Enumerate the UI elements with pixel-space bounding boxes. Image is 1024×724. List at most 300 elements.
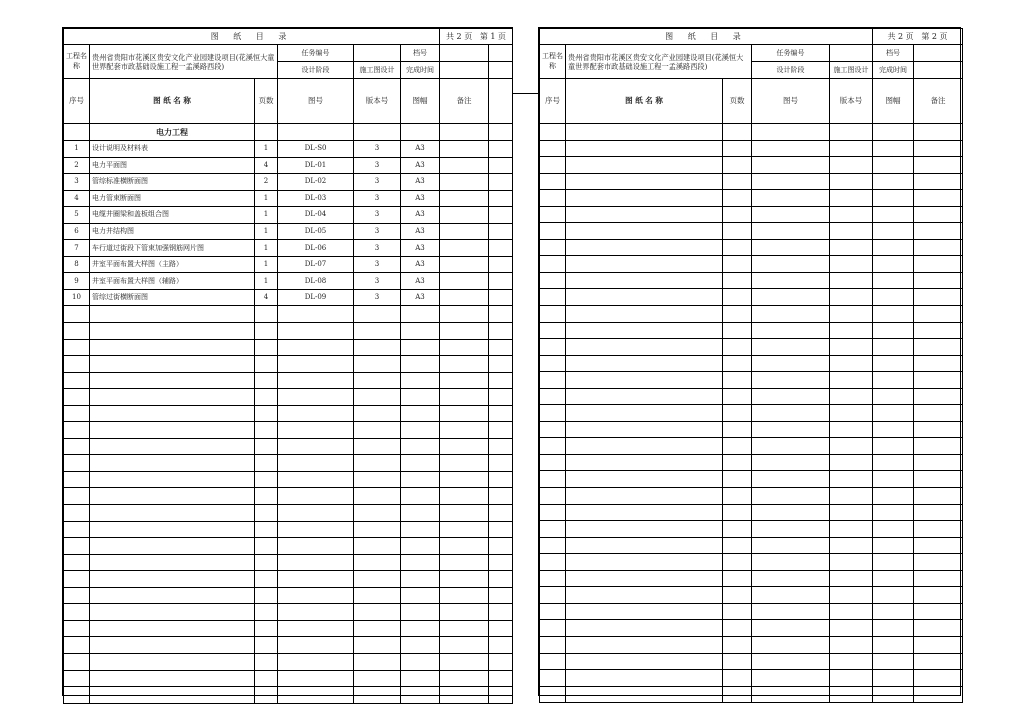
- blank-cell: [830, 620, 873, 637]
- empty-row: [540, 223, 963, 240]
- cell-drawing-no: DL-08: [278, 273, 354, 290]
- task-no-label: 任务编号: [752, 45, 830, 62]
- blank-cell: [255, 505, 278, 522]
- blank-cell: [354, 554, 401, 571]
- task-no-label: 任务编号: [278, 45, 354, 62]
- blank-cell: [90, 653, 255, 670]
- blank-cell: [873, 670, 914, 687]
- cell-name: 电力管束断面图: [90, 190, 255, 207]
- blank-cell: [401, 389, 440, 406]
- blank-cell: [723, 670, 752, 687]
- blank-cell: [830, 521, 873, 538]
- blank-cell: [873, 603, 914, 620]
- blank-cell: [752, 537, 830, 554]
- blank-cell: [873, 239, 914, 256]
- empty-row: [540, 653, 963, 670]
- sheet-gap: [513, 27, 538, 696]
- blank-cell: [873, 587, 914, 604]
- blank-cell: [64, 670, 90, 687]
- header-drawing-no: 图号: [752, 79, 830, 124]
- blank-cell: [752, 272, 830, 289]
- header-drawing-no: 图号: [278, 79, 354, 124]
- blank-cell: [830, 636, 873, 653]
- blank-cell: [90, 538, 255, 555]
- blank-cell: [540, 636, 566, 653]
- blank-cell: [752, 471, 830, 488]
- blank-cell: [278, 505, 354, 522]
- blank-cell: [873, 190, 914, 207]
- cell-size: A3: [401, 190, 440, 207]
- blank-cell: [440, 455, 489, 472]
- blank-cell: [401, 356, 440, 373]
- table-row: [64, 190, 513, 207]
- blank-cell: [540, 124, 566, 141]
- blank-cell: [914, 686, 963, 703]
- blank-cell: [440, 124, 489, 141]
- empty-row: [64, 521, 513, 538]
- blank-cell: [566, 438, 723, 455]
- blank-cell: [90, 505, 255, 522]
- header-remarks: 备注: [914, 79, 963, 124]
- blank-cell: [440, 538, 489, 555]
- blank-cell: [440, 571, 489, 588]
- header-version: 版本号: [830, 79, 873, 124]
- blank-cell: [489, 289, 513, 306]
- header-remarks: 备注: [440, 79, 489, 124]
- blank-cell: [540, 190, 566, 207]
- blank-cell: [440, 587, 489, 604]
- cell-name: 井室平面布置大样图（辅路）: [90, 273, 255, 290]
- title-row: [64, 29, 513, 45]
- blank-cell: [90, 554, 255, 571]
- blank-cell: [401, 554, 440, 571]
- blank-cell: [489, 372, 513, 389]
- blank-cell: [540, 670, 566, 687]
- blank-cell: [255, 339, 278, 356]
- blank-cell: [489, 124, 513, 141]
- blank-cell: [752, 587, 830, 604]
- blank-cell: [723, 488, 752, 505]
- blank-cell: [566, 190, 723, 207]
- blank-cell: [914, 537, 963, 554]
- blank-cell: [64, 687, 90, 704]
- page-count: [440, 29, 513, 45]
- blank-cell: [354, 306, 401, 323]
- blank-cell: [255, 471, 278, 488]
- section-row: [64, 124, 513, 141]
- info-row-1: [64, 45, 513, 62]
- empty-row: [540, 190, 963, 207]
- blank-cell: [566, 603, 723, 620]
- blank-cell: [540, 686, 566, 703]
- cell-seq: 9: [64, 273, 90, 290]
- blank-cell: [914, 587, 963, 604]
- blank-cell: [830, 206, 873, 223]
- cell-remarks: [440, 190, 489, 207]
- finish-time-label: 完成时间: [873, 62, 914, 79]
- blank-cell: [401, 455, 440, 472]
- blank-cell: [90, 339, 255, 356]
- design-stage-value: 施工图设计: [830, 62, 873, 79]
- blank-cell: [489, 438, 513, 455]
- blank-cell: [354, 571, 401, 588]
- blank-cell: [566, 322, 723, 339]
- blank-cell: [278, 323, 354, 340]
- empty-row: [540, 454, 963, 471]
- empty-row: [540, 355, 963, 372]
- header-version: 版本号: [354, 79, 401, 124]
- empty-row: [64, 339, 513, 356]
- blank-cell: [489, 471, 513, 488]
- blank-cell: [830, 289, 873, 306]
- blank-cell: [566, 554, 723, 571]
- blank-cell: [489, 174, 513, 191]
- cell-pages: 4: [255, 157, 278, 174]
- blank-cell: [354, 587, 401, 604]
- blank-cell: [440, 687, 489, 704]
- blank-cell: [540, 355, 566, 372]
- cell-seq: 1: [64, 141, 90, 158]
- blank-cell: [90, 455, 255, 472]
- blank-cell: [752, 488, 830, 505]
- blank-cell: [278, 471, 354, 488]
- blank-cell: [723, 405, 752, 422]
- blank-cell: [830, 157, 873, 174]
- blank-cell: [914, 157, 963, 174]
- cell-drawing-no: DL-02: [278, 174, 354, 191]
- blank-cell: [752, 206, 830, 223]
- blank-cell: [914, 554, 963, 571]
- blank-cell: [566, 372, 723, 389]
- blank-cell: [278, 356, 354, 373]
- file-no-label: 档号: [873, 45, 914, 62]
- empty-row: [540, 388, 963, 405]
- blank-cell: [914, 190, 963, 207]
- cell-version: 3: [354, 273, 401, 290]
- blank-cell: [752, 554, 830, 571]
- blank-cell: [255, 587, 278, 604]
- blank-cell: [830, 554, 873, 571]
- cell-version: 3: [354, 141, 401, 158]
- blank-cell: [354, 687, 401, 704]
- blank-cell: [914, 405, 963, 422]
- blank-cell: [440, 323, 489, 340]
- blank-cell: [489, 670, 513, 687]
- cell-seq: 2: [64, 157, 90, 174]
- blank-cell: [255, 521, 278, 538]
- blank-cell: [64, 339, 90, 356]
- blank-cell: [489, 505, 513, 522]
- cell-version: 3: [354, 289, 401, 306]
- blank-cell: [489, 389, 513, 406]
- blank-cell: [566, 504, 723, 521]
- table-row: [64, 157, 513, 174]
- blank-cell: [873, 140, 914, 157]
- blank-cell: [752, 190, 830, 207]
- blank-cell: [90, 571, 255, 588]
- blank-cell: [278, 306, 354, 323]
- blank-cell: [489, 62, 513, 79]
- empty-row: [64, 438, 513, 455]
- blank-cell: [566, 173, 723, 190]
- cell-drawing-no: DL-S0: [278, 141, 354, 158]
- cell-size: A3: [401, 157, 440, 174]
- empty-row: [540, 173, 963, 190]
- blank-cell: [873, 306, 914, 323]
- blank-cell: [354, 455, 401, 472]
- blank-cell: [914, 239, 963, 256]
- file-no-value: [914, 45, 963, 62]
- cell-version: 3: [354, 223, 401, 240]
- blank-cell: [752, 355, 830, 372]
- blank-cell: [64, 356, 90, 373]
- blank-cell: [914, 322, 963, 339]
- blank-cell: [830, 272, 873, 289]
- blank-cell: [830, 173, 873, 190]
- blank-cell: [90, 471, 255, 488]
- blank-cell: [440, 372, 489, 389]
- blank-cell: [401, 587, 440, 604]
- empty-row: [64, 637, 513, 654]
- blank-cell: [90, 323, 255, 340]
- blank-cell: [830, 140, 873, 157]
- project-name: 贵州省贵阳市花溪区贵安文化产业园建设项目(花溪恒大童世界配套市政基础设施工程一孟溪路西段): [566, 45, 752, 79]
- catalog-sheet-page-1: [62, 27, 513, 696]
- blank-cell: [566, 388, 723, 405]
- blank-cell: [914, 206, 963, 223]
- empty-row: [540, 504, 963, 521]
- cell-pages: 4: [255, 289, 278, 306]
- blank-cell: [830, 454, 873, 471]
- blank-cell: [873, 504, 914, 521]
- header-pages: 页数: [723, 79, 752, 124]
- blank-cell: [566, 355, 723, 372]
- blank-cell: [278, 604, 354, 621]
- blank-cell: [914, 521, 963, 538]
- finish-time-value: [914, 62, 963, 79]
- cell-pages: 1: [255, 190, 278, 207]
- cell-seq: 5: [64, 207, 90, 224]
- blank-cell: [723, 653, 752, 670]
- blank-cell: [752, 289, 830, 306]
- blank-cell: [566, 306, 723, 323]
- blank-cell: [354, 356, 401, 373]
- blank-cell: [873, 157, 914, 174]
- blank-cell: [64, 637, 90, 654]
- blank-cell: [489, 687, 513, 704]
- blank-cell: [540, 289, 566, 306]
- blank-cell: [566, 488, 723, 505]
- cell-seq: 7: [64, 240, 90, 257]
- cell-drawing-no: DL-05: [278, 223, 354, 240]
- blank-cell: [255, 306, 278, 323]
- blank-cell: [489, 488, 513, 505]
- blank-cell: [914, 653, 963, 670]
- cell-remarks: [440, 174, 489, 191]
- blank-cell: [401, 670, 440, 687]
- blank-cell: [354, 620, 401, 637]
- blank-cell: [64, 653, 90, 670]
- blank-cell: [64, 538, 90, 555]
- blank-cell: [723, 603, 752, 620]
- blank-cell: [354, 339, 401, 356]
- blank-cell: [830, 670, 873, 687]
- blank-cell: [723, 322, 752, 339]
- blank-cell: [354, 521, 401, 538]
- blank-cell: [873, 620, 914, 637]
- blank-cell: [873, 488, 914, 505]
- blank-cell: [566, 339, 723, 356]
- cell-seq: 6: [64, 223, 90, 240]
- empty-row: [64, 538, 513, 555]
- blank-cell: [540, 421, 566, 438]
- blank-cell: [489, 571, 513, 588]
- blank-cell: [752, 454, 830, 471]
- blank-cell: [540, 653, 566, 670]
- blank-cell: [278, 488, 354, 505]
- page-count: [873, 29, 963, 45]
- blank-cell: [64, 306, 90, 323]
- blank-cell: [489, 256, 513, 273]
- table-row: [64, 174, 513, 191]
- blank-cell: [401, 505, 440, 522]
- blank-cell: [440, 488, 489, 505]
- blank-cell: [90, 372, 255, 389]
- blank-cell: [64, 521, 90, 538]
- blank-cell: [752, 653, 830, 670]
- blank-cell: [440, 306, 489, 323]
- design-stage-label: 设计阶段: [752, 62, 830, 79]
- cell-seq: 4: [64, 190, 90, 207]
- empty-row: [64, 653, 513, 670]
- blank-cell: [566, 272, 723, 289]
- blank-cell: [752, 372, 830, 389]
- cell-pages: 1: [255, 240, 278, 257]
- blank-cell: [440, 554, 489, 571]
- blank-cell: [90, 604, 255, 621]
- blank-cell: [723, 454, 752, 471]
- empty-row: [540, 471, 963, 488]
- blank-cell: [540, 537, 566, 554]
- blank-cell: [752, 140, 830, 157]
- empty-row: [540, 438, 963, 455]
- task-no-value: [354, 45, 401, 62]
- blank-cell: [401, 124, 440, 141]
- blank-cell: [489, 653, 513, 670]
- cell-remarks: [440, 223, 489, 240]
- blank-cell: [723, 289, 752, 306]
- finish-time-label: 完成时间: [401, 62, 440, 79]
- blank-cell: [566, 686, 723, 703]
- blank-cell: [540, 488, 566, 505]
- cell-remarks: [440, 289, 489, 306]
- blank-cell: [64, 488, 90, 505]
- blank-cell: [914, 124, 963, 141]
- file-no-label: 档号: [401, 45, 440, 62]
- blank-cell: [540, 272, 566, 289]
- blank-cell: [914, 140, 963, 157]
- blank-cell: [401, 620, 440, 637]
- blank-cell: [90, 306, 255, 323]
- empty-row: [64, 488, 513, 505]
- blank-cell: [873, 206, 914, 223]
- blank-cell: [830, 223, 873, 240]
- blank-cell: [873, 570, 914, 587]
- blank-cell: [723, 124, 752, 141]
- blank-cell: [914, 223, 963, 240]
- blank-cell: [354, 438, 401, 455]
- cell-pages: 1: [255, 207, 278, 224]
- blank-cell: [830, 355, 873, 372]
- blank-cell: [354, 372, 401, 389]
- task-no-value: [830, 45, 873, 62]
- blank-cell: [830, 421, 873, 438]
- blank-cell: [540, 388, 566, 405]
- blank-cell: [255, 405, 278, 422]
- blank-cell: [489, 207, 513, 224]
- blank-cell: [278, 372, 354, 389]
- blank-cell: [723, 686, 752, 703]
- blank-cell: [540, 438, 566, 455]
- blank-cell: [723, 190, 752, 207]
- blank-cell: [914, 504, 963, 521]
- blank-cell: [540, 620, 566, 637]
- blank-cell: [914, 570, 963, 587]
- blank-cell: [401, 687, 440, 704]
- design-stage-value: 施工图设计: [354, 62, 401, 79]
- blank-cell: [354, 389, 401, 406]
- blank-cell: [90, 422, 255, 439]
- cell-drawing-no: DL-03: [278, 190, 354, 207]
- blank-cell: [440, 604, 489, 621]
- blank-cell: [830, 504, 873, 521]
- cell-remarks: [440, 141, 489, 158]
- cell-version: 3: [354, 256, 401, 273]
- blank-cell: [90, 587, 255, 604]
- blank-cell: [723, 272, 752, 289]
- blank-cell: [830, 239, 873, 256]
- blank-cell: [566, 140, 723, 157]
- table-row: [64, 207, 513, 224]
- blank-cell: [489, 273, 513, 290]
- empty-row: [540, 405, 963, 422]
- empty-row: [540, 570, 963, 587]
- blank-cell: [914, 372, 963, 389]
- blank-cell: [873, 322, 914, 339]
- blank-cell: [914, 670, 963, 687]
- empty-row: [540, 603, 963, 620]
- blank-cell: [278, 670, 354, 687]
- blank-cell: [723, 239, 752, 256]
- blank-cell: [64, 405, 90, 422]
- blank-cell: [914, 454, 963, 471]
- blank-cell: [64, 587, 90, 604]
- blank-cell: [278, 620, 354, 637]
- blank-cell: [723, 173, 752, 190]
- blank-cell: [914, 306, 963, 323]
- blank-cell: [401, 604, 440, 621]
- blank-cell: [354, 405, 401, 422]
- cell-pages: 1: [255, 223, 278, 240]
- blank-cell: [278, 554, 354, 571]
- blank-cell: [566, 239, 723, 256]
- blank-cell: [440, 405, 489, 422]
- blank-cell: [566, 521, 723, 538]
- blank-cell: [566, 157, 723, 174]
- blank-cell: [723, 554, 752, 571]
- empty-row: [64, 356, 513, 373]
- blank-cell: [540, 339, 566, 356]
